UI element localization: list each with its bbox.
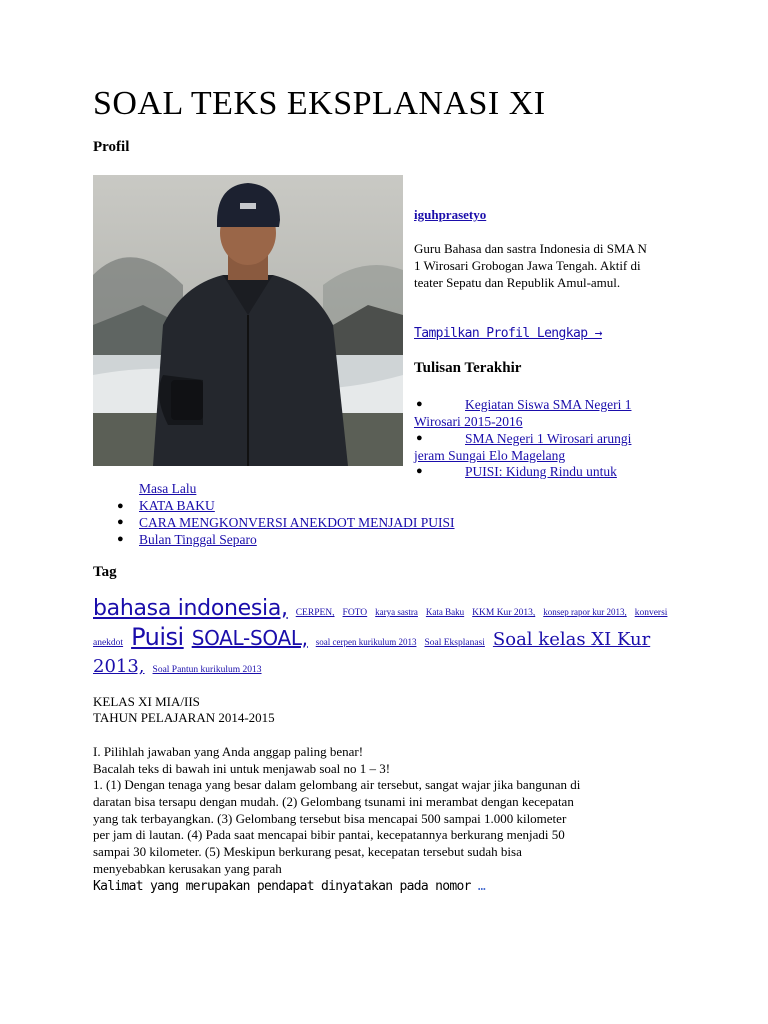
tag-link[interactable]: Soal kelas XI Kur 2013, [93,629,651,677]
recent-post-link[interactable]: CARA MENGKONVERSI ANEKDOT MENJADI PUISI [139,515,455,530]
recent-post-link[interactable]: PUISI: Kidung Rindu untuk [465,464,617,479]
tag-link[interactable]: konsep rapor kur 2013, [543,607,627,617]
tag-link[interactable]: Soal Pantun kurikulum 2013 [152,665,262,675]
tag-link[interactable]: soal cerpen kurikulum 2013 [315,637,417,647]
recent-posts-heading: Tulisan Terakhir [414,360,522,376]
recent-post-link[interactable]: Bulan Tinggal Separo [139,532,257,547]
question-prompt-text: Kalimat yang merupakan pendapat dinyatakan pada nomor [93,879,471,894]
bullet-icon: ● [117,500,124,512]
recent-post-link[interactable]: KATA BAKU [139,498,215,513]
tag-link[interactable]: Puisi [131,623,184,651]
passage-line: sampai 30 kilometer. (5) Meskipun berkurang pesat, kecepatan tersebut sudah bisa [93,844,522,860]
tag-link[interactable]: FOTO [342,608,368,618]
tag-link[interactable]: Soal Eksplanasi [424,638,485,648]
bullet-icon: ● [416,432,423,444]
bullet-icon: ● [416,465,423,477]
class-line: KELAS XI MIA/IIS [93,694,200,709]
question-passage [93,777,693,878]
profile-bio: Guru Bahasa dan sastra Indonesia di SMA N 1 Wirosari Grobogan Jawa Tengah. Aktif di teater Sepatu dan Republik Amul-amul. [414,241,647,290]
instruction: I. Pilihlah jawaban yang Anda anggap paling benar! [93,744,364,759]
tag-link[interactable]: karya sastra [375,607,418,617]
profile-heading: Profil [93,139,130,155]
question-ellipsis: … [477,879,485,894]
year-line: TAHUN PELAJARAN 2014-2015 [93,710,275,725]
tag-link[interactable]: bahasa indonesia, [93,596,288,621]
profile-username-link[interactable]: iguhprasetyo [414,207,487,222]
bullet-icon: ● [416,398,423,410]
tag-link[interactable]: SOAL-SOAL, [191,626,308,650]
passage-line: daratan bisa tersapu dengan mudah. (2) Gelombang tsunami ini merambat dengan kecepatan [93,793,574,809]
profile-photo[interactable] [93,175,403,466]
passage-line: yang tak terbayangkan. (3) Gelombang tersebut bisa mencapai 500 sampai 1.000 kilometer [93,810,567,826]
question-prompt [93,879,485,894]
recent-post-link[interactable]: Kegiatan Siswa SMA Negeri 1 [465,397,632,412]
recent-post-link[interactable]: SMA Negeri 1 Wirosari arungi [465,431,632,446]
tag-link[interactable]: KKM Kur 2013, [472,608,536,618]
bullet-icon: ● [117,516,124,528]
page-title: SOAL TEKS EKSPLANASI XI [93,85,546,122]
passage-line: per jam di lautan. (4) Pada saat mencapai bibir pantai, kecepatannya berkurang menjadi 50 [93,827,565,843]
reading-instruction: Bacalah teks di bawah ini untuk menjawab soal no 1 – 3! [93,761,391,776]
recent-post-link-continued[interactable]: Masa Lalu [139,481,197,496]
full-profile-link[interactable]: Tampilkan Profil Lengkap → [414,326,602,341]
tag-link[interactable]: konversi anekdot [93,608,668,648]
tag-heading: Tag [93,564,117,580]
bullet-icon: ● [117,533,124,545]
passage-line: 1. (1) Dengan tenaga yang besar dalam gelombang air tersebut, sangat wajar jika bangunan di [93,777,581,792]
recent-post-link-continued[interactable]: Wirosari 2015-2016 [414,414,523,429]
recent-post-link-continued[interactable]: jeram Sungai Elo Magelang [414,448,566,463]
tag-link[interactable]: Kata Baku [425,607,465,617]
tag-cloud [93,597,673,682]
passage-line: menyebabkan kerusakan yang parah [93,860,282,876]
tag-link[interactable]: CERPEN, [295,608,335,618]
